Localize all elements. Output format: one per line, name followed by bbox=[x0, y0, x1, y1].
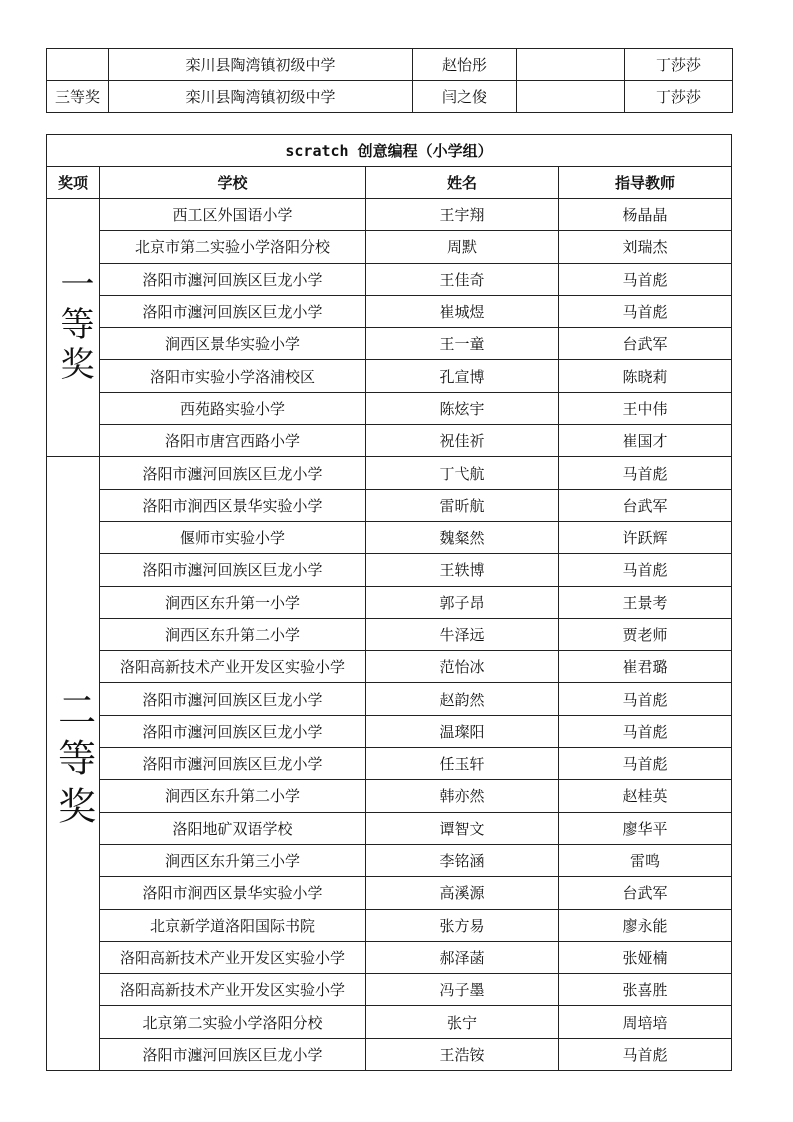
table-row bbox=[47, 554, 732, 586]
school-cell: 洛阳市实验小学洛浦校区 bbox=[100, 360, 366, 392]
first-prize-group bbox=[47, 199, 732, 457]
award-label-text: 一等奖 bbox=[53, 265, 94, 386]
school-cell: 西苑路实验小学 bbox=[100, 392, 366, 424]
teacher-cell: 台武军 bbox=[559, 328, 732, 360]
name-cell: 祝佳祈 bbox=[366, 425, 559, 457]
header-name: 姓名 bbox=[366, 167, 559, 199]
school-cell: 洛阳市瀍河回族区巨龙小学 bbox=[100, 683, 366, 715]
table-row bbox=[47, 489, 732, 521]
school-cell: 洛阳市瀍河回族区巨龙小学 bbox=[100, 1038, 366, 1070]
school-cell: 涧西区景华实验小学 bbox=[100, 328, 366, 360]
name-cell: 任玉轩 bbox=[366, 748, 559, 780]
name-cell: 冯子墨 bbox=[366, 974, 559, 1006]
table-row bbox=[47, 877, 732, 909]
name-cell: 郭子昂 bbox=[366, 586, 559, 618]
teacher-cell: 马首彪 bbox=[559, 457, 732, 489]
teacher-cell: 周培培 bbox=[559, 1006, 732, 1038]
school-cell: 洛阳地矿双语学校 bbox=[100, 812, 366, 844]
school-cell: 北京市第二实验小学洛阳分校 bbox=[100, 231, 366, 263]
teacher-cell: 马首彪 bbox=[559, 554, 732, 586]
teacher-cell: 陈晓莉 bbox=[559, 360, 732, 392]
blank-cell bbox=[517, 49, 625, 81]
teacher-cell: 台武军 bbox=[559, 877, 732, 909]
school-cell: 北京新学道洛阳国际书院 bbox=[100, 909, 366, 941]
table-row bbox=[47, 49, 733, 81]
name-cell: 谭智文 bbox=[366, 812, 559, 844]
school-cell: 洛阳市瀍河回族区巨龙小学 bbox=[100, 715, 366, 747]
name-cell: 郝泽菡 bbox=[366, 941, 559, 973]
table-row bbox=[47, 683, 732, 715]
name-cell: 丁弋航 bbox=[366, 457, 559, 489]
name-cell: 赵韵然 bbox=[366, 683, 559, 715]
second-prize-group bbox=[47, 457, 732, 1071]
blank-cell bbox=[517, 81, 625, 113]
school-cell: 洛阳高新技术产业开发区实验小学 bbox=[100, 941, 366, 973]
table-row bbox=[47, 328, 732, 360]
title-row bbox=[47, 135, 732, 167]
table-row bbox=[47, 618, 732, 650]
table-row bbox=[47, 360, 732, 392]
table-row bbox=[47, 748, 732, 780]
table-row bbox=[47, 586, 732, 618]
teacher-cell: 丁莎莎 bbox=[625, 81, 733, 113]
teacher-cell: 王景考 bbox=[559, 586, 732, 618]
name-cell: 陈炫宇 bbox=[366, 392, 559, 424]
table-row bbox=[47, 457, 732, 489]
school-cell: 涧西区东升第二小学 bbox=[100, 780, 366, 812]
name-cell: 王轶博 bbox=[366, 554, 559, 586]
teacher-cell: 贾老师 bbox=[559, 618, 732, 650]
teacher-cell: 雷鸣 bbox=[559, 844, 732, 876]
name-cell: 牛泽远 bbox=[366, 618, 559, 650]
name-cell: 赵怡彤 bbox=[413, 49, 517, 81]
second-prize-label bbox=[47, 457, 100, 1071]
school-cell: 偃师市实验小学 bbox=[100, 521, 366, 553]
teacher-cell: 马首彪 bbox=[559, 263, 732, 295]
table-row bbox=[47, 1006, 732, 1038]
header-teacher: 指导教师 bbox=[559, 167, 732, 199]
teacher-cell: 台武军 bbox=[559, 489, 732, 521]
school-cell: 洛阳高新技术产业开发区实验小学 bbox=[100, 651, 366, 683]
teacher-cell: 廖永能 bbox=[559, 909, 732, 941]
name-cell: 孔宣博 bbox=[366, 360, 559, 392]
table-row bbox=[47, 780, 732, 812]
school-cell: 涧西区东升第一小学 bbox=[100, 586, 366, 618]
teacher-cell: 许跃辉 bbox=[559, 521, 732, 553]
header-school: 学校 bbox=[100, 167, 366, 199]
table-title: scratch 创意编程（小学组） bbox=[47, 135, 732, 167]
name-cell: 王浩铵 bbox=[366, 1038, 559, 1070]
name-cell: 王一童 bbox=[366, 328, 559, 360]
name-cell: 闫之俊 bbox=[413, 81, 517, 113]
first-prize-label bbox=[47, 199, 100, 457]
teacher-cell: 廖华平 bbox=[559, 812, 732, 844]
school-cell: 涧西区东升第二小学 bbox=[100, 618, 366, 650]
school-cell: 洛阳市唐宫西路小学 bbox=[100, 425, 366, 457]
table-row bbox=[47, 263, 732, 295]
table-row bbox=[47, 844, 732, 876]
header-row bbox=[47, 167, 732, 199]
teacher-cell: 马首彪 bbox=[559, 1038, 732, 1070]
table-row bbox=[47, 1038, 732, 1070]
table-row bbox=[47, 812, 732, 844]
table-row bbox=[47, 909, 732, 941]
award-label-text: 二等奖 bbox=[51, 689, 96, 834]
table-row bbox=[47, 295, 732, 327]
school-cell: 洛阳市瀍河回族区巨龙小学 bbox=[100, 457, 366, 489]
name-cell: 张宁 bbox=[366, 1006, 559, 1038]
teacher-cell: 丁莎莎 bbox=[625, 49, 733, 81]
name-cell: 张方易 bbox=[366, 909, 559, 941]
name-cell: 范怡冰 bbox=[366, 651, 559, 683]
table-row bbox=[47, 521, 732, 553]
teacher-cell: 马首彪 bbox=[559, 715, 732, 747]
teacher-cell: 张喜胜 bbox=[559, 974, 732, 1006]
teacher-cell: 王中伟 bbox=[559, 392, 732, 424]
teacher-cell: 杨晶晶 bbox=[559, 199, 732, 231]
school-cell: 洛阳高新技术产业开发区实验小学 bbox=[100, 974, 366, 1006]
teacher-cell: 刘瑞杰 bbox=[559, 231, 732, 263]
name-cell: 高溪源 bbox=[366, 877, 559, 909]
name-cell: 李铭涵 bbox=[366, 844, 559, 876]
school-cell: 洛阳市瀍河回族区巨龙小学 bbox=[100, 554, 366, 586]
header-award: 奖项 bbox=[47, 167, 100, 199]
name-cell: 崔城煜 bbox=[366, 295, 559, 327]
table-row bbox=[47, 231, 732, 263]
name-cell: 周默 bbox=[366, 231, 559, 263]
name-cell: 雷昕航 bbox=[366, 489, 559, 521]
award-cell: 三等奖 bbox=[47, 81, 109, 113]
school-cell: 洛阳市瀍河回族区巨龙小学 bbox=[100, 295, 366, 327]
teacher-cell: 马首彪 bbox=[559, 748, 732, 780]
teacher-cell: 马首彪 bbox=[559, 295, 732, 327]
table-row bbox=[47, 425, 732, 457]
teacher-cell: 崔君璐 bbox=[559, 651, 732, 683]
table-row bbox=[47, 651, 732, 683]
teacher-cell: 马首彪 bbox=[559, 683, 732, 715]
previous-award-table-body bbox=[47, 49, 733, 113]
school-cell: 洛阳市瀍河回族区巨龙小学 bbox=[100, 748, 366, 780]
school-cell: 栾川县陶湾镇初级中学 bbox=[109, 81, 413, 113]
table-row bbox=[47, 392, 732, 424]
name-cell: 韩亦然 bbox=[366, 780, 559, 812]
school-cell: 西工区外国语小学 bbox=[100, 199, 366, 231]
teacher-cell: 崔国才 bbox=[559, 425, 732, 457]
previous-award-table bbox=[46, 48, 733, 113]
table-row bbox=[47, 81, 733, 113]
teacher-cell: 张娅楠 bbox=[559, 941, 732, 973]
table-row bbox=[47, 199, 732, 231]
table-row bbox=[47, 715, 732, 747]
name-cell: 温璨阳 bbox=[366, 715, 559, 747]
award-cell bbox=[47, 49, 109, 81]
school-cell: 涧西区东升第三小学 bbox=[100, 844, 366, 876]
school-cell: 北京第二实验小学洛阳分校 bbox=[100, 1006, 366, 1038]
school-cell: 洛阳市涧西区景华实验小学 bbox=[100, 489, 366, 521]
table-row bbox=[47, 941, 732, 973]
name-cell: 王佳奇 bbox=[366, 263, 559, 295]
scratch-award-table bbox=[46, 134, 732, 1071]
school-cell: 洛阳市涧西区景华实验小学 bbox=[100, 877, 366, 909]
school-cell: 洛阳市瀍河回族区巨龙小学 bbox=[100, 263, 366, 295]
school-cell: 栾川县陶湾镇初级中学 bbox=[109, 49, 413, 81]
teacher-cell: 赵桂英 bbox=[559, 780, 732, 812]
name-cell: 魏粲然 bbox=[366, 521, 559, 553]
name-cell: 王宇翔 bbox=[366, 199, 559, 231]
table-row bbox=[47, 974, 732, 1006]
